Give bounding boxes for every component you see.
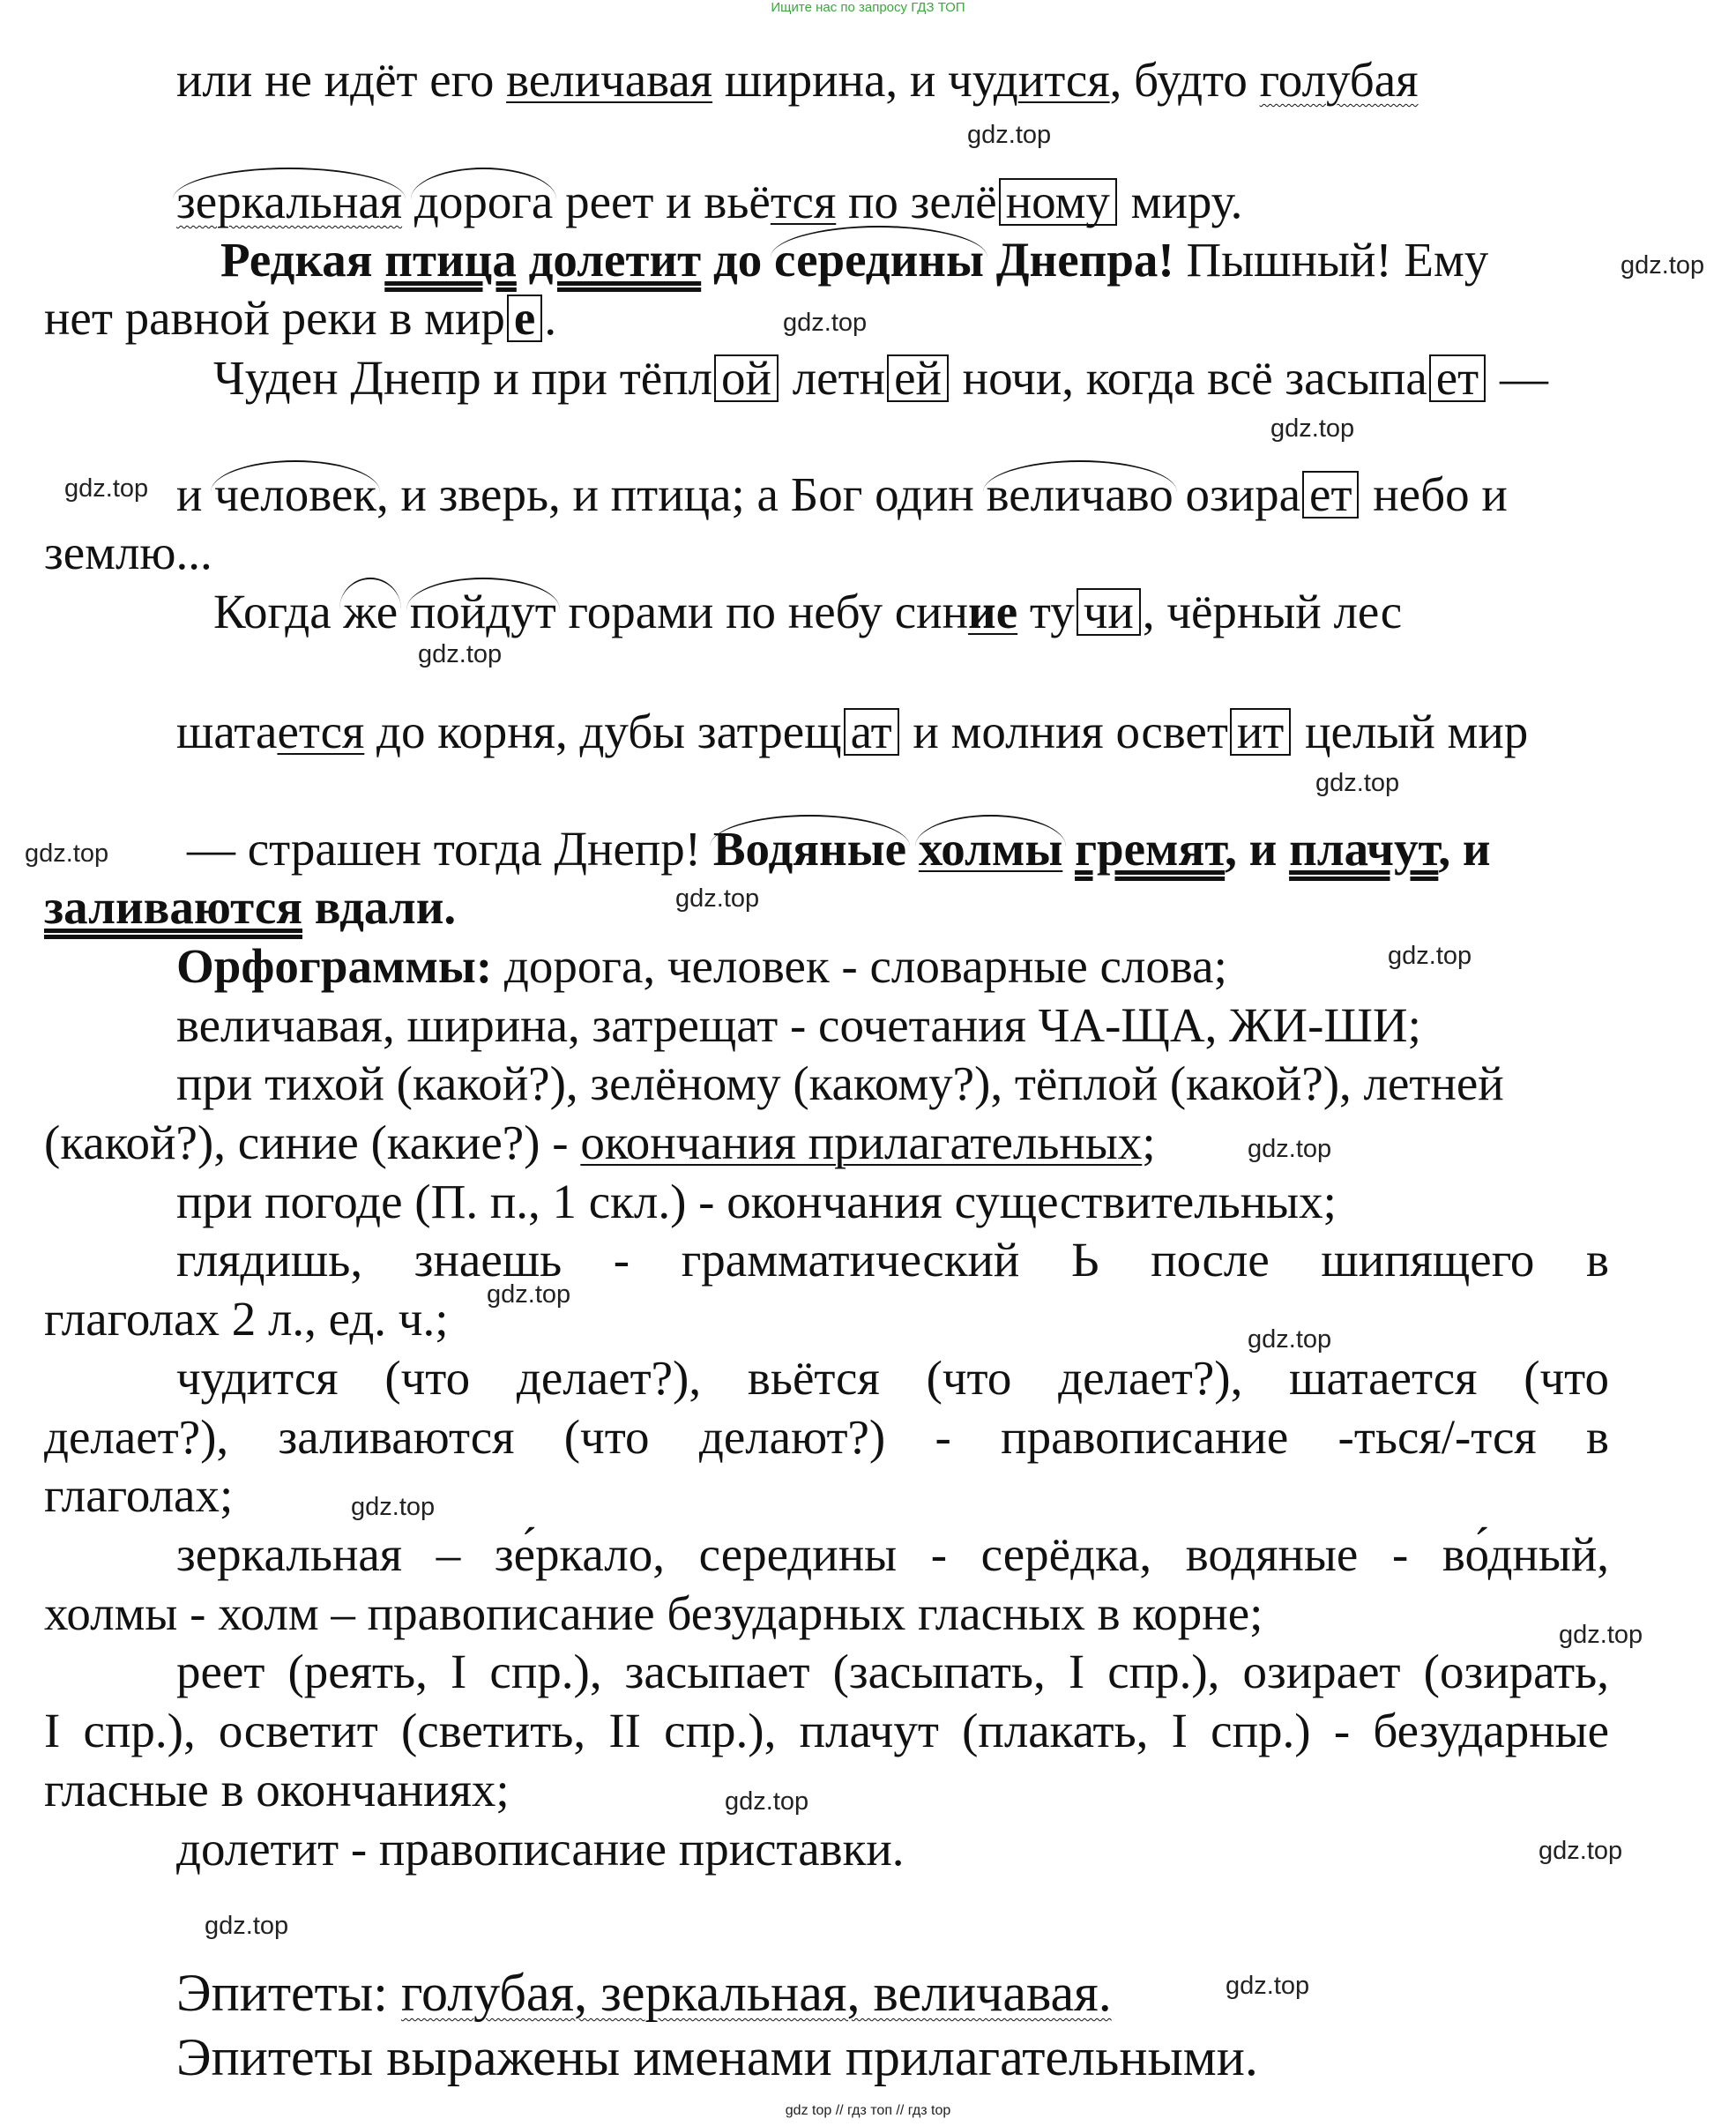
watermark: gdz.top <box>1388 942 1472 970</box>
text: и молния освет <box>900 705 1228 758</box>
text: реет и вьё <box>553 175 771 228</box>
notes-line-3: при тихой (какой?), зелёному (какому?), тёплой (какой?), летней <box>176 1056 1504 1110</box>
epithets-line <box>176 1961 1112 2025</box>
subject-word: холмы <box>919 820 1062 878</box>
text: дорога, человек - словарные слова; <box>492 939 1227 993</box>
text: шата <box>176 705 278 758</box>
text: , будто <box>1109 53 1260 107</box>
text: . <box>544 291 557 345</box>
ending-box: ит <box>1230 708 1291 756</box>
text: озира <box>1173 467 1301 521</box>
text: Чуден Днепр и при тёпл <box>213 351 713 405</box>
text-line-11 <box>44 878 456 936</box>
underlined-word: величавая <box>506 53 713 107</box>
text: до <box>701 233 775 287</box>
text: , и <box>1438 822 1491 876</box>
watermark: gdz.top <box>783 309 868 337</box>
watermark: gdz.top <box>1248 1325 1332 1354</box>
site-footer: gdz top // гдз топ // гдз top <box>785 2103 951 2118</box>
ending-box: чи <box>1077 588 1141 636</box>
watermark: gdz.top <box>725 1787 809 1816</box>
text: ночи, когда всё засыпа <box>950 351 1427 405</box>
text: небо и <box>1360 467 1508 521</box>
text <box>398 585 410 638</box>
watermark: gdz.top <box>64 474 149 503</box>
ending-box: ному <box>999 178 1117 226</box>
arc-word: же <box>343 583 398 641</box>
text: , и зверь, и птица; а Бог один <box>376 467 987 521</box>
text: до корня, дубы затрещ <box>364 705 842 758</box>
watermark: gdz.top <box>1226 1972 1310 2000</box>
text: , и <box>1225 822 1290 876</box>
ending-box: ет <box>1302 471 1359 518</box>
arc-word: дорога <box>414 173 553 231</box>
text: — <box>1487 351 1548 405</box>
suffix-mark: тся <box>770 175 837 228</box>
notes-line-14: I спр.), осветит (светить, II спр.), плачут (плакать, I спр.) - безударные <box>44 1704 1609 1757</box>
predicate-word: заливаются <box>44 880 302 934</box>
watermark: gdz.top <box>967 121 1052 149</box>
ending-box: ет <box>1429 354 1486 402</box>
watermark: gdz.top <box>205 1912 289 1940</box>
text-line-7: землю... <box>44 526 212 579</box>
text: или не идёт его <box>176 53 507 107</box>
text-line-8 <box>213 583 1402 641</box>
notes-line-1 <box>176 937 1227 996</box>
text: Когда <box>213 585 344 638</box>
notes-line-13: реет (реять, I спр.), засыпает (засыпать, I спр.), озирает (озирать, <box>176 1645 1609 1698</box>
watermark: gdz.top <box>418 640 503 668</box>
arc-word: зеркальная <box>176 173 402 231</box>
notes-line-7: глаголах 2 л., ед. ч.; <box>44 1292 449 1346</box>
text: вдали. <box>302 880 457 934</box>
ending-box: е <box>507 295 542 342</box>
text: (какой?), синие (какие?) - <box>44 1115 581 1169</box>
text: ; <box>1142 1115 1156 1169</box>
notes-line-2: величавая, ширина, затрещат - сочетания ЧА-ЩА, ЖИ-ШИ; <box>176 998 1421 1052</box>
watermark: gdz.top <box>487 1280 571 1309</box>
text <box>906 822 919 876</box>
suffix-mark: ится <box>1017 53 1110 107</box>
notes-line-16: долетит - правописание приставки. <box>176 1822 905 1876</box>
text: , чёрный лес <box>1142 585 1403 638</box>
predicate-word: плачут <box>1289 822 1439 876</box>
ending-box: ей <box>887 354 949 402</box>
ending-box: ой <box>714 354 779 402</box>
notes-line-15: гласные в окончаниях; <box>44 1763 510 1816</box>
notes-line-12: холмы - холм – правописание безударных гласных в корне; <box>44 1586 1263 1640</box>
ending-mark: ие <box>968 585 1018 638</box>
arc-word: величаво <box>987 466 1173 524</box>
epithets-list: голубая, зеркальная, величавая. <box>400 1964 1112 2022</box>
text: Днепра! <box>983 233 1174 287</box>
text-line-4 <box>44 289 556 347</box>
text <box>402 175 414 228</box>
watermark: gdz.top <box>25 839 109 868</box>
watermark: gdz.top <box>1559 1621 1643 1649</box>
notes-line-9: делает?), заливаются (что делают?) - правописание -ться/-тся в <box>44 1410 1609 1464</box>
watermark: gdz.top <box>1621 251 1705 280</box>
site-header: Ищите нас по запросу ГДЗ ТОП <box>771 0 965 15</box>
watermark: gdz.top <box>1270 414 1355 443</box>
watermark: gdz.top <box>1315 769 1400 797</box>
text: ту <box>1017 585 1075 638</box>
notes-line-11: зеркальная – зе́ркало, середины - серёдка, водяные - во́дный, <box>176 1527 1609 1581</box>
notes-line-10: глаголах; <box>44 1468 234 1522</box>
text-line-10 <box>187 820 1491 878</box>
watermark: gdz.top <box>1248 1135 1332 1163</box>
text <box>517 233 529 287</box>
text: ширина, и чуд <box>712 53 1018 107</box>
text: летн <box>779 351 886 405</box>
text: горами по небу син <box>555 585 969 638</box>
text-line-5 <box>213 349 1548 407</box>
underlined-phrase: окончания прилагательных <box>580 1115 1143 1169</box>
text: миру. <box>1118 175 1243 228</box>
predicate-word: долетит <box>528 233 702 287</box>
wavy-word: голубая <box>1259 53 1419 107</box>
arc-word: человек <box>214 466 376 524</box>
ending-box: ат <box>844 708 899 756</box>
text: — страшен тогда Днепр! <box>187 822 713 876</box>
text-line-9 <box>176 703 1528 761</box>
text: Пышный! Ему <box>1173 233 1489 287</box>
notes-line-4 <box>44 1114 1156 1172</box>
text: по зелё <box>836 175 997 228</box>
notes-line-5: при погоде (П. п., 1 скл.) - окончания существительных; <box>176 1175 1337 1228</box>
text: Редкая <box>220 233 385 287</box>
epithets-summary: Эпитеты выражены именами прилагательными. <box>176 2028 1258 2086</box>
suffix-mark: ется <box>277 705 365 758</box>
arc-word: пойдут <box>410 583 556 641</box>
text-line-3 <box>220 231 1488 289</box>
text: нет равной реки в мир <box>44 291 505 345</box>
arc-word: середины <box>774 231 984 289</box>
text-line-1 <box>176 51 1419 109</box>
epithets-label: Эпитеты: <box>176 1964 401 2022</box>
notes-line-8: чудится (что делает?), вьётся (что делает?), шатается (что <box>176 1351 1609 1405</box>
text-line-6 <box>176 466 1508 524</box>
text: целый мир <box>1293 705 1529 758</box>
watermark: gdz.top <box>675 884 760 913</box>
subject-word: птица <box>384 233 517 287</box>
predicate-word: гремят <box>1075 822 1226 876</box>
text: и <box>176 467 215 521</box>
arc-word: Водяные <box>713 820 906 878</box>
notes-line-6: глядишь, знаешь - грамматический Ь после шипящего в <box>176 1233 1609 1287</box>
watermark: gdz.top <box>1539 1837 1623 1865</box>
text-line-2 <box>176 173 1242 231</box>
watermark: gdz.top <box>351 1493 436 1521</box>
notes-title: Орфограммы: <box>176 939 493 993</box>
text <box>1062 822 1075 876</box>
